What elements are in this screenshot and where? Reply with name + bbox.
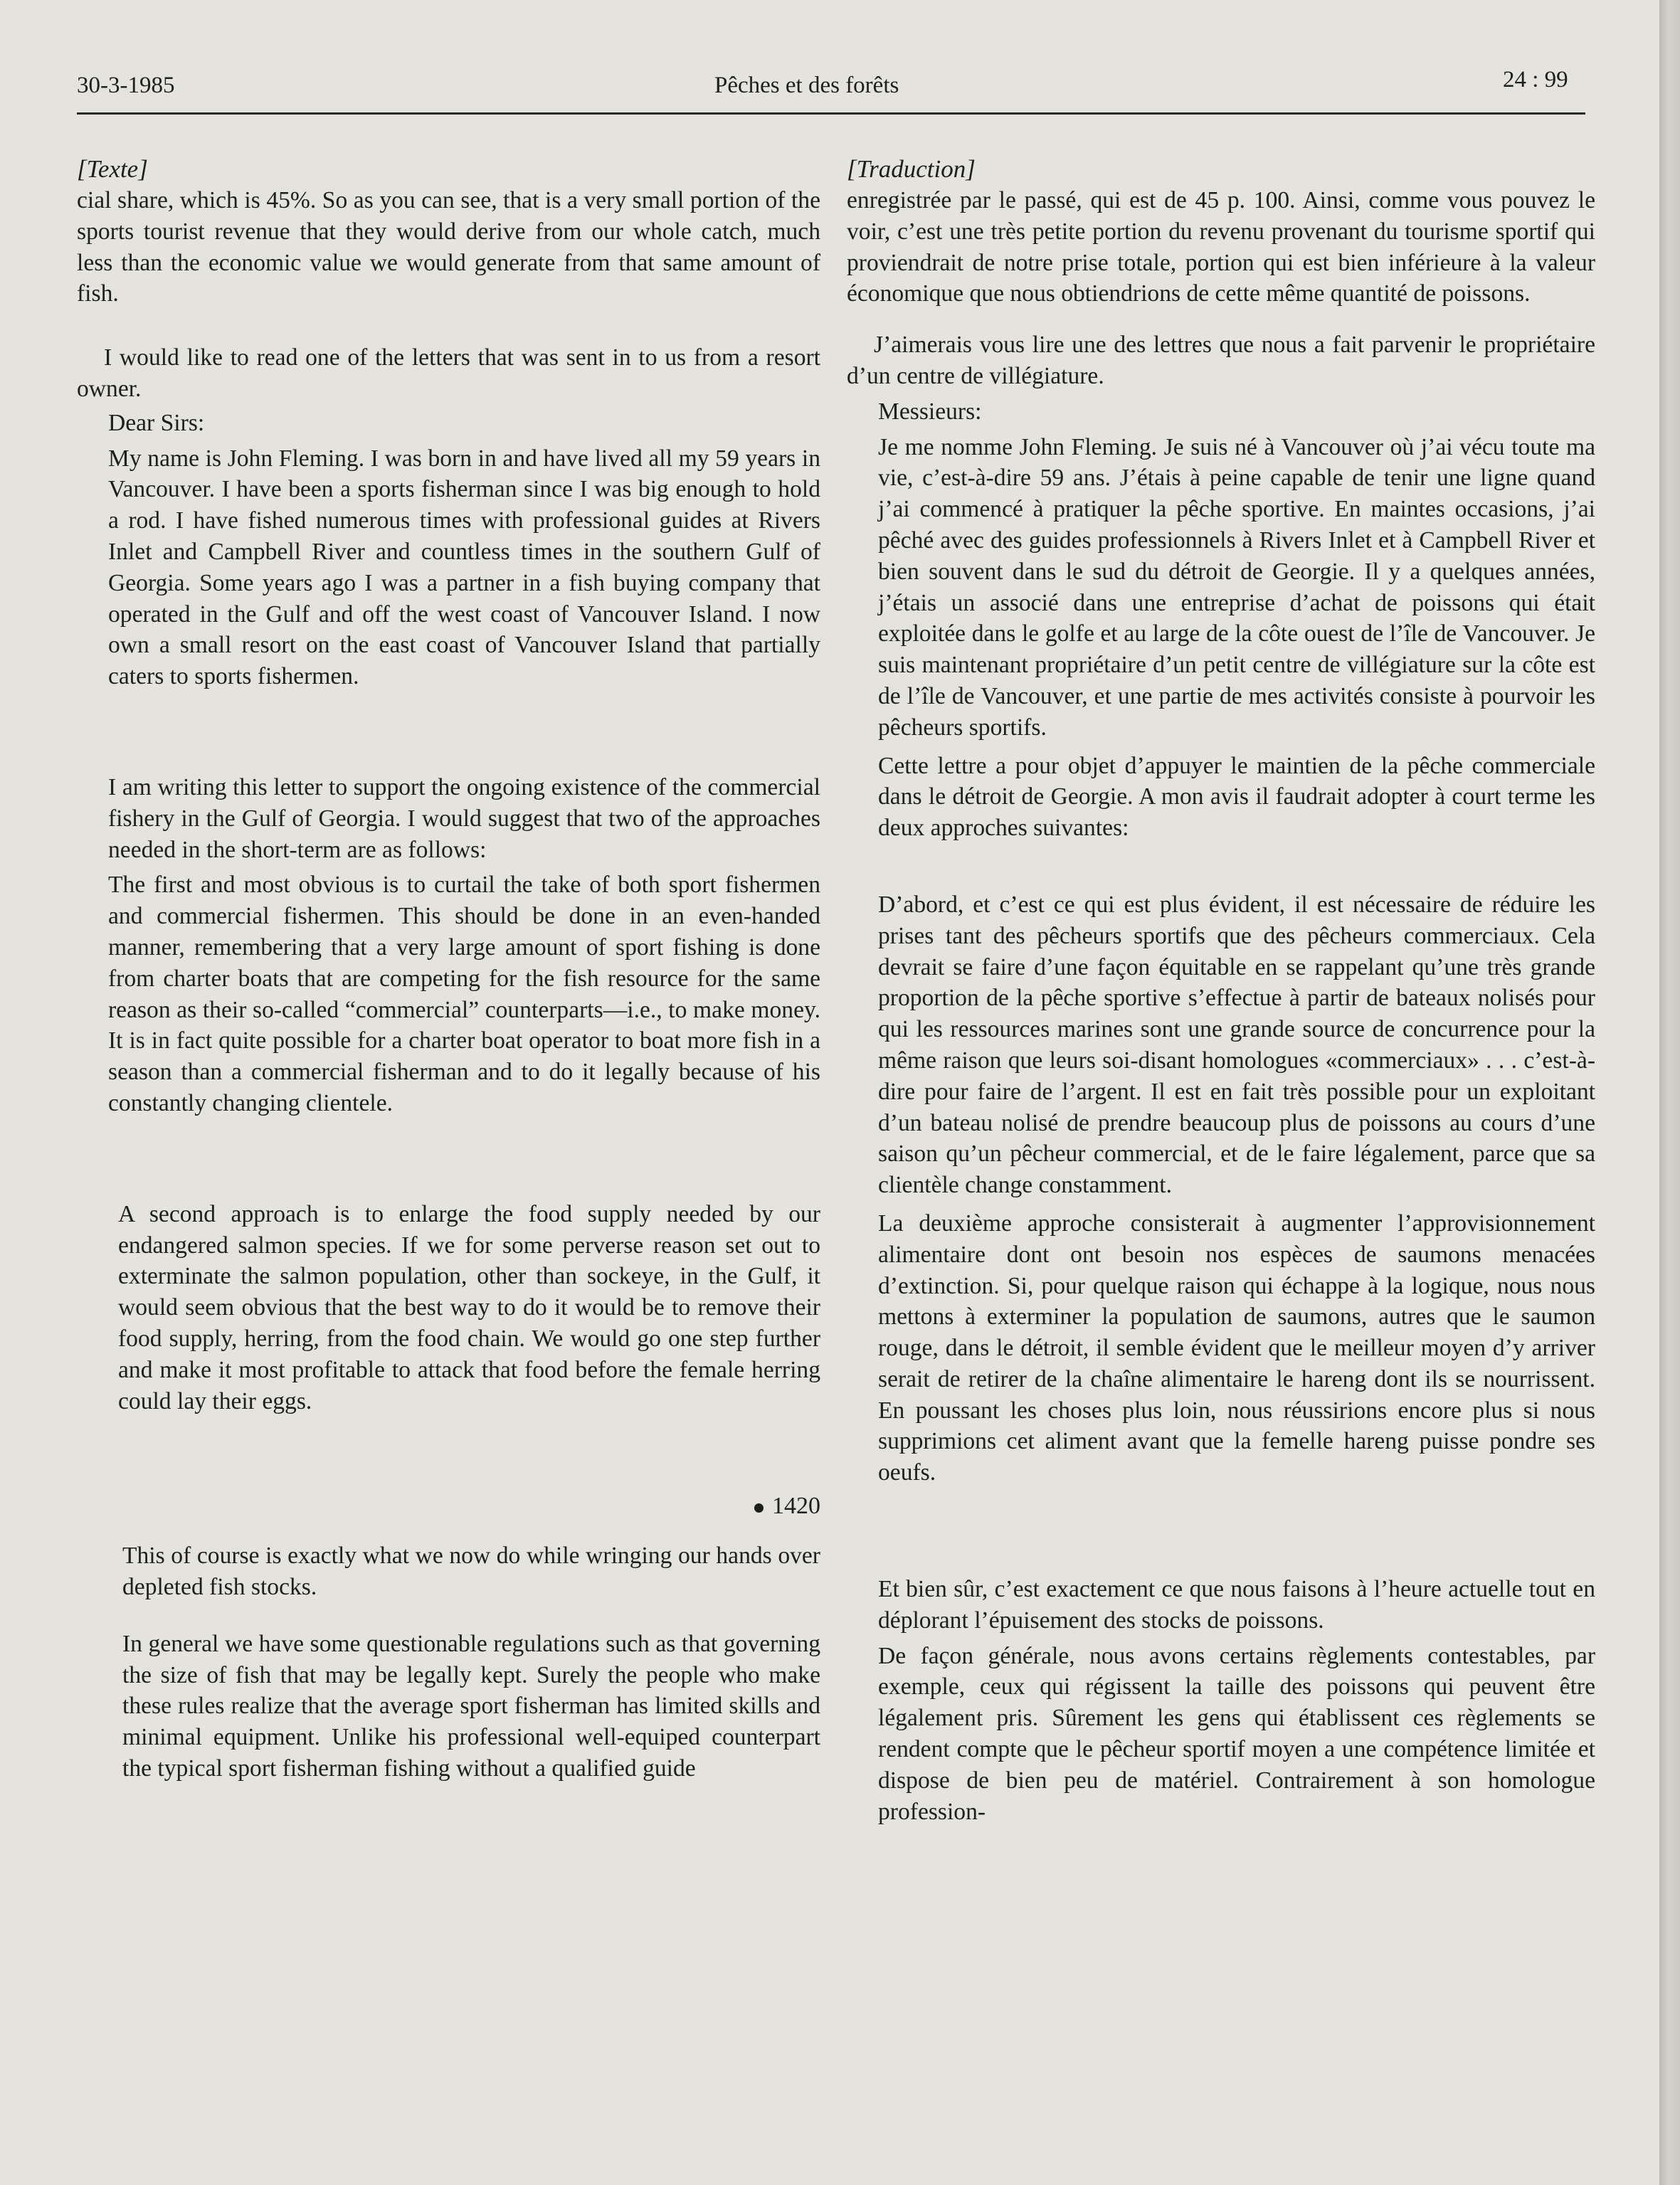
french-paragraph-5: D’abord, et c’est ce qui est plus évident, il est nécessaire de réduire les prises tant des pêcheurs sportifs que des pêcheurs commerciaux. Cela devrait se faire d’une façon équitable en se rappelant qu’une très grande proportion de la pêche sportive s’effectue à partir de bateaux nolisés pour qui les ressources marines sont une grande source de concurrence pour la même raison que leurs soi-disant homologues «commerciaux» . . . c’est-à-dire pour faire de l’argent. Il est en fait très possible pour un exploitant d’un bateau nolisé de prendre beaucoup plus de poissons au cours d’une saison qu’un pêcheur commercial, et de le faire légalement, parce que sa clientèle change constamment. <box>878 891 1595 1199</box>
french-paragraph-4: Cette lettre a pour objet d’appuyer le maintien de la pêche commerciale dans le détroit de Georgie. A mon avis il faudrait adopter à court terme les deux approches suivantes: <box>878 752 1595 842</box>
french-paragraph-6: La deuxième approche consisterait à augmenter l’approvisionnement alimentaire dont ont besoin nos espèces de saumons menacées d’extinction. Si, pour quelque raison qui échappe à la logique, nous nous mettons à exterminer la population de saumons, autres que le saumon rouge, dans le détroit, il semble évident que le meilleur moyen d’y arriver serait de retirer de la chaîne alimentaire le hareng dont ils se nourrissent. En poussant les choses plus loin, nous réussirions encore plus si nous supprimions cet aliment avant que la femelle hareng puisse pondre ses oeufs. <box>878 1210 1595 1486</box>
bullet-icon <box>754 1503 764 1513</box>
english-paragraph-5: The first and most obvious is to curtail the take of both sport fishermen and commercial fishermen. This should be done in an even-handed manner, remembering that a very large amount of sport fishing is done from charter boats that are competing for the fish resource for the same reason as their so-called “commercial” counterparts—i.e., to make money. It is in fact quite possible for a charter boat operator to boat more fish in a season than a commercial fisherman and to do it legally because of his constantly changing clientele. <box>108 872 820 1116</box>
english-paragraph-8: In general we have some questionable regulations such as that governing the size of fish that may be legally kept. Surely the people who make these rules realize that the average sport fisherman has limited skills and minimal equipment. Unlike his professional well-equiped counterpart the typical sport fisherman fishing without a qualified guide <box>122 1630 820 1782</box>
time-marker <box>108 1491 820 1522</box>
english-letter <box>108 408 820 1784</box>
header-date: 30-3-1985 <box>77 73 175 98</box>
header-rule <box>77 112 1585 115</box>
time-marker-label: 1420 <box>772 1493 820 1520</box>
english-paragraph-6: A second approach is to enlarge the food supply needed by our endangered salmon species. If we for some perverse reason set out to exterminate the salmon population, other than sockeye, in the Gulf, it would seem obvious that the best way to do it would be to remove their food supply, herring, from the food chain. We would go one step further and make it most profitable to attack that food before the female herring could lay their eggs. <box>118 1200 820 1414</box>
english-label: [Texte] <box>77 155 148 183</box>
french-paragraph-1: enregistrée par le passé, qui est de 45 p. 100. Ainsi, comme vous pouvez le voir, c’est une très petite portion du revenu provenant du tourisme sportif qui proviendrait de notre prise totale, portion qui est bien inférieure à la valeur économique que nous obtiendrions de cette même quantité de poissons. <box>847 187 1595 307</box>
french-paragraph-7: Et bien sûr, c’est exactement ce que nous faisons à l’heure actuelle tout en déplorant l’épuisement des stocks de poissons. <box>878 1576 1595 1634</box>
english-paragraph-2: I would like to read one of the letters that was sent in to us from a resort owner. <box>77 344 820 402</box>
french-letter <box>878 396 1595 1828</box>
french-paragraph-8: De façon générale, nous avons certains règlements contestables, par exemple, ceux qui régissent la taille des poissons qui peuvent être légalement pris. Sûrement les gens qui établissent ces règlements se rendent compte que le pêcheur sportif moyen a une compétence limitée et dispose de bien peu de matériel. Contrairement à son homologue profession- <box>878 1642 1595 1825</box>
english-column <box>77 154 820 1784</box>
english-paragraph-1: cial share, which is 45%. So as you can see, that is a very small portion of the sports tourist revenue that they would derive from our whole catch, much less than the economic value we would generate from that same amount of fish. <box>77 187 820 307</box>
french-salutation: Messieurs: <box>878 398 982 425</box>
english-paragraph-7: This of course is exactly what we now do while wringing our hands over depleted fish stocks. <box>122 1543 820 1601</box>
header-title: Pêches et des forêts <box>714 73 899 98</box>
header-page-number: 24 : 99 <box>1503 67 1568 92</box>
french-column <box>847 154 1595 1827</box>
french-paragraph-2: J’aimerais vous lire une des lettres que nous a fait parvenir le propriétaire d’un centre de villégiature. <box>847 332 1595 389</box>
english-salutation: Dear Sirs: <box>108 409 205 436</box>
french-label: [Traduction] <box>847 155 976 183</box>
page-binding-edge <box>1659 0 1680 2185</box>
english-paragraph-4: I am writing this letter to support the ongoing existence of the commercial fishery in the Gulf of Georgia. I would suggest that two of the approaches needed in the short-term are as follows: <box>108 773 820 863</box>
english-paragraph-3: My name is John Fleming. I was born in and have lived all my 59 years in Vancouver. I have been a sports fisherman since I was big enough to hold a rod. I have fished numerous times with professional guides at Rivers Inlet and Campbell River and countless times in the southern Gulf of Georgia. Some years ago I was a partner in a fish buying company that operated in the Gulf and off the west coast of Vancouver Island. I now own a small resort on the east coast of Vancouver Island that partially caters to sports fishermen. <box>108 445 820 690</box>
french-paragraph-3: Je me nomme John Fleming. Je suis né à Vancouver où j’ai vécu toute ma vie, c’est-à-dire 59 ans. J’étais à peine capable de tenir une ligne quand j’ai commencé à pratiquer la pêche sportive. En maintes occasions, j’ai pêché avec des guides professionnels à Rivers Inlet et à Campbell River et bien souvent dans le sud du détroit de Georgie. Il y a quelques années, j’étais un associé dans une entreprise d’achat de poissons qui était exploitée dans le golfe et au large de la côte ouest de l’île de Vancouver. Je suis maintenant propriétaire d’un petit centre de villégiature sur la côte est de l’île de Vancouver, et une partie de mes activités consiste à pourvoir les pêcheurs sportifs. <box>878 433 1595 741</box>
